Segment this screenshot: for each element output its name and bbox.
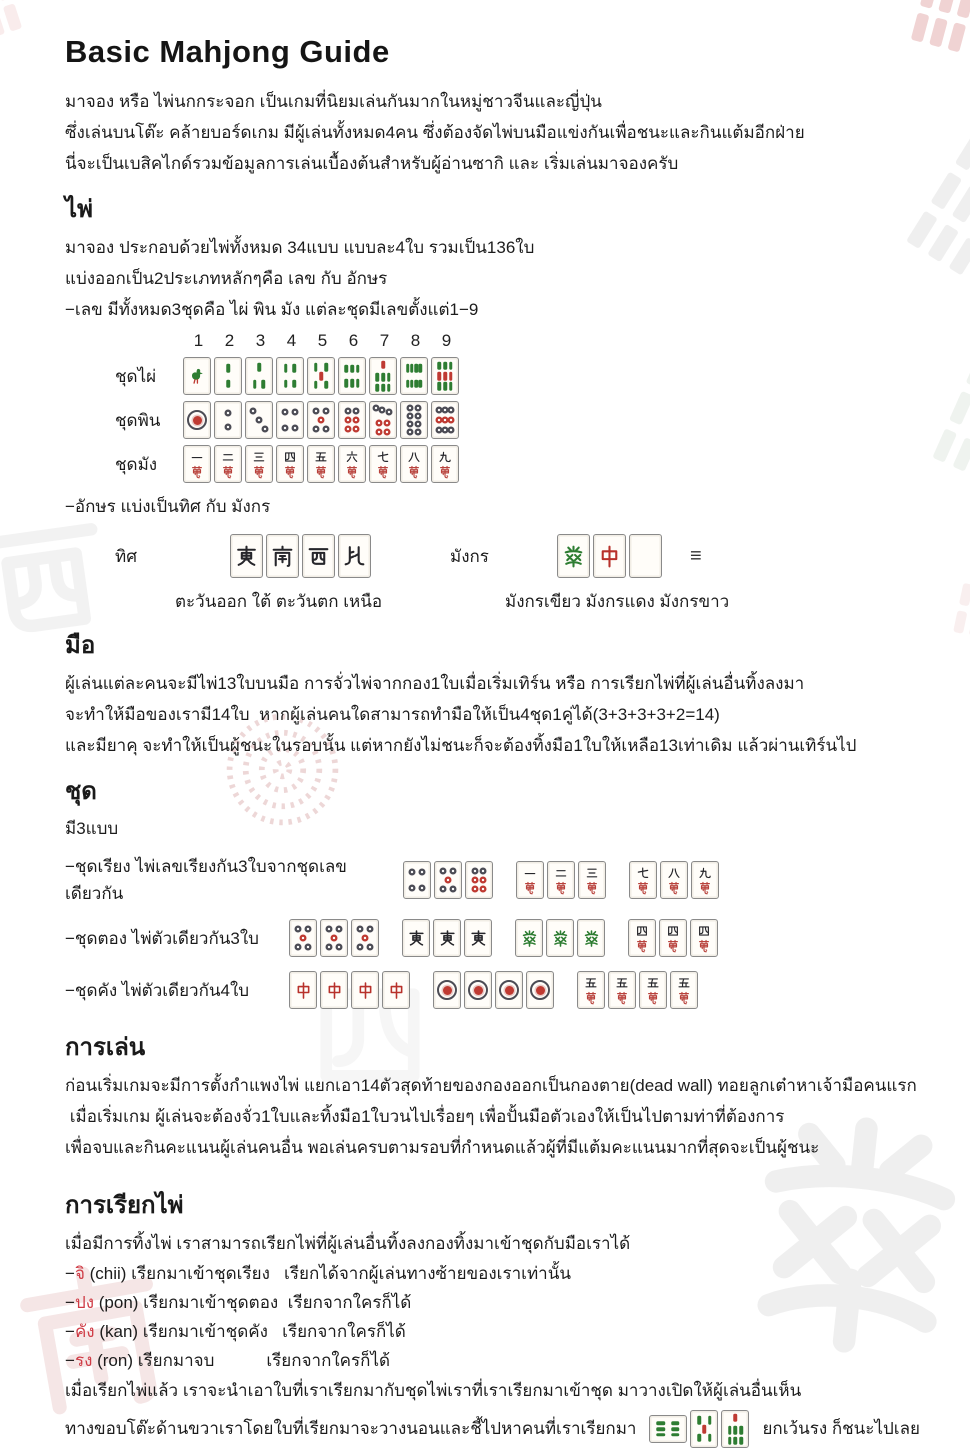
pin-3-tile — [245, 401, 273, 439]
tile-group — [516, 861, 609, 899]
tile-number: 3 — [255, 331, 266, 350]
calls-outro-2 — [65, 1408, 934, 1450]
tile-number: 2 — [224, 331, 235, 350]
sou-1-tile — [183, 357, 211, 395]
outro-text-after: ยกเว้นรง ก็ชนะไปเลย — [762, 1419, 920, 1438]
play-line-3: เพื่อจบและกินคะแนนผู้เล่นคนอื่น พอเล่นครบตามรอบที่กำหนดแล้วผู้ที่มีแต้มคะแนนมากที่สุดจะเป็นผู้ชนะ — [65, 1138, 820, 1157]
set-example-rows — [65, 853, 934, 1011]
rotated-called-tile — [646, 1408, 690, 1450]
tiles-line-2: แบ่งออกเป็น2ประเภทหลักๆคือ เลข กับ อักษร — [65, 269, 388, 288]
letters-line: −อักษร แบ่งเป็นทิศ กับ มังกร — [65, 497, 271, 516]
set-row-label: −ชุดคัง ไพ่ตัวเดียวกัน4ใบ — [65, 980, 250, 1000]
call-dash: − — [65, 1351, 75, 1370]
dragon-W-tile — [629, 534, 662, 578]
man-5-tile — [670, 971, 698, 1009]
tile-group — [515, 919, 608, 957]
man-4-tile — [628, 919, 656, 957]
pin-5-tile — [307, 401, 335, 439]
dragon-R-tile — [320, 971, 348, 1009]
tiles-line-3: −เลข มีทั้งหมด3ชุดคือ ไผ่ พิน มัง แต่ละชุดมีเลขตั้งแต่1−9 — [65, 300, 479, 319]
sou-7-tile — [369, 357, 397, 395]
man-8-tile — [400, 445, 428, 483]
suit-row-label: ชุดมัง — [115, 454, 158, 474]
wind-W-tile — [302, 534, 335, 578]
tile-number-row — [183, 331, 934, 351]
man-7-tile — [629, 861, 657, 899]
tile-number: 9 — [441, 331, 452, 350]
man-8-tile — [660, 861, 688, 899]
man-2-tile — [214, 445, 242, 483]
call-dash: − — [65, 1293, 75, 1312]
man-6-tile — [338, 445, 366, 483]
sou-6-tile — [338, 357, 366, 395]
tile-number: 7 — [379, 331, 390, 350]
pin-6-tile — [465, 861, 493, 899]
intro-line-2: ซึ่งเล่นบนโต๊ะ คล้ายบอร์ดเกม มีผู้เล่นทั้งหมด4คน ซึ่งต้องจัดไพ่บนมือแข่งกันเพื่อชนะและกินแต้มอีกฝ่าย — [65, 123, 805, 142]
set-row — [65, 969, 934, 1011]
pin-tile-strip — [183, 401, 462, 439]
sou-tile-strip — [183, 357, 462, 395]
pin-1-tile — [526, 971, 554, 1009]
man-9-tile — [691, 861, 719, 899]
pin-4-tile — [403, 861, 431, 899]
dragon-R-tile — [351, 971, 379, 1009]
dragon-G-tile — [515, 919, 543, 957]
pin-5-tile — [320, 919, 348, 957]
dragons-label: มังกร — [450, 546, 489, 566]
man-4-tile — [690, 919, 718, 957]
suit-row-pin — [115, 401, 934, 439]
dragon-tile-strip — [557, 534, 665, 578]
call-description: (kan) เรียกมาเข้าชุดคัง เรียกจากใครก็ได้ — [94, 1322, 406, 1341]
hand-line-3: และมียาคุ จะทำให้เป็นผู้ชนะในรอบนั้น แต่หากยังไม่ชนะก็จะต้องทิ้งมือ1ใบให้เหลือ13เท่าเดิม แล้วผ่านเทิร์นไป — [65, 736, 857, 755]
intro-line-1: มาจอง หรือ ไพ่นกกระจอก เป็นเกมที่นิยมเล่นกันมากในหมู่ชาวจีนและญี่ปุ่น — [65, 92, 602, 111]
set-row — [65, 853, 934, 907]
suit-row-sou — [115, 357, 934, 395]
hand-line-2: จะทำให้มือของเรามี14ใบ หากผู้เล่นคนใดสามารถทำมือให้เป็น4ชุด1คู่ได้(3+3+3+3+2=14) — [65, 705, 720, 724]
section-heading-hand: มือ — [65, 632, 96, 659]
man-5-tile — [307, 445, 335, 483]
wind-E-tile — [402, 919, 430, 957]
man-5-tile — [608, 971, 636, 1009]
call-name: จิ — [74, 1264, 85, 1283]
winds-caption: ตะวันออก ใต้ ตะวันตก เหนือ — [175, 592, 383, 611]
call-line — [65, 1346, 934, 1375]
man-1-tile — [516, 861, 544, 899]
suit-tile-rows — [65, 357, 934, 483]
outro-text-before: ทางขอบโต๊ะด้านขวาเราโดยใบที่เรียกมาจะวางนอนและชี้ไปหาคนที่เราเรียกมา — [65, 1419, 637, 1438]
call-dash: − — [65, 1264, 75, 1283]
man-7-tile — [369, 445, 397, 483]
equivalence-mark: ≡ — [690, 544, 702, 567]
wind-S-tile — [266, 534, 299, 578]
man-5-tile — [639, 971, 667, 1009]
dragon-G-tile — [546, 919, 574, 957]
call-dash: − — [65, 1322, 75, 1341]
sou-9-tile — [431, 357, 459, 395]
page-title: Basic Mahjong Guide — [65, 34, 390, 69]
call-name: รง — [74, 1351, 93, 1370]
calls-intro: เมื่อมีการทิ้งไพ่ เราสามารถเรียกไพ่ที่ผู้เล่นอื่นทิ้งลงกองทิ้งมาเข้าชุดกับมือเราได้ — [65, 1234, 631, 1253]
man-3-tile — [245, 445, 273, 483]
call-line — [65, 1317, 934, 1346]
sou-4-tile — [276, 357, 304, 395]
sou-6-tile — [649, 1415, 687, 1443]
tiles-line-1: มาจอง ประกอบด้วยไพ่ทั้งหมด 34แบบ แบบละ4ใบ รวมเป็น136ใบ — [65, 238, 535, 257]
pin-8-tile — [400, 401, 428, 439]
tile-group — [402, 919, 495, 957]
man-1-tile — [183, 445, 211, 483]
call-description: (chii) เรียกมาเข้าชุดเรียง เรียกได้จากผู้เล่นทางซ้ายของเราเท่านั้น — [84, 1264, 571, 1283]
pin-1-tile — [183, 401, 211, 439]
sou-5-tile — [307, 357, 335, 395]
dragon-G-tile — [557, 534, 590, 578]
section-heading-sets: ชุด — [65, 778, 97, 805]
pin-5-tile — [434, 861, 462, 899]
man-5-tile — [577, 971, 605, 1009]
dragons-caption: มังกรเขียว มังกรแดง มังกรขาว — [505, 592, 730, 611]
tile-number: 6 — [348, 331, 359, 350]
honor-tiles-row — [65, 532, 934, 580]
tile-group — [629, 861, 722, 899]
hand-line-1: ผู้เล่นแต่ละคนจะมีไพ่13ใบบนมือ การจั่วไพ่จากกอง1ใบเมื่อเริ่มเทิร์น หรือ การเรียกไพ่ที่ผู้เล่นอื่นทิ้งลงมา — [65, 674, 805, 693]
wind-E-tile — [230, 534, 263, 578]
wind-tile-strip — [230, 534, 374, 578]
dragon-R-tile — [382, 971, 410, 1009]
tile-number: 1 — [193, 331, 204, 350]
wind-E-tile — [464, 919, 492, 957]
pin-1-tile — [495, 971, 523, 1009]
call-line — [65, 1288, 934, 1317]
pin-6-tile — [338, 401, 366, 439]
tile-number: 8 — [410, 331, 421, 350]
intro-line-3: นี่จะเป็นเบสิคไกด์รวมข้อมูลการเล่นเบื้องต้นสำหรับผู้อ่านซากิ และ เริ่มเล่นมาจองครับ — [65, 154, 679, 173]
tile-group — [289, 971, 413, 1009]
winds-label: ทิศ — [115, 546, 137, 566]
set-row-label: −ชุดตอง ไพ่ตัวเดียวกัน3ใบ — [65, 928, 259, 948]
sou-2-tile — [214, 357, 242, 395]
pin-9-tile — [431, 401, 459, 439]
call-name: คัง — [74, 1322, 95, 1341]
wind-N-tile — [338, 534, 371, 578]
tile-number: 4 — [286, 331, 297, 350]
sou-3-tile — [245, 357, 273, 395]
dragon-G-tile — [577, 919, 605, 957]
pin-2-tile — [214, 401, 242, 439]
pin-7-tile — [369, 401, 397, 439]
sets-intro: มี3แบบ — [65, 819, 119, 838]
dragon-R-tile — [593, 534, 626, 578]
suit-row-label: ชุดพิน — [115, 410, 161, 430]
dragon-R-tile — [289, 971, 317, 1009]
tile-group — [628, 919, 721, 957]
man-3-tile — [578, 861, 606, 899]
call-name: ปง — [74, 1293, 95, 1312]
set-row-label: −ชุดเรียง ไพ่เลขเรียงกัน3ใบจากชุดเลขเดียวกัน — [65, 857, 347, 903]
man-tile-strip — [183, 445, 462, 483]
sou-8-tile — [400, 357, 428, 395]
section-heading-play: การเล่น — [65, 1034, 146, 1061]
play-line-1: ก่อนเริ่มเกมจะมีการตั้งกำแพงไพ่ แยกเอา14ตัวสุดท้ายของกองออกเป็นกองตาย(dead wall) ทอยลูกเต๋าหาเจ้ามือคนแรก — [65, 1076, 917, 1095]
call-type-list — [65, 1259, 934, 1375]
suit-row-man — [115, 445, 934, 483]
pin-5-tile — [289, 919, 317, 957]
man-4-tile — [659, 919, 687, 957]
section-heading-tiles: ไพ่ — [65, 196, 93, 223]
set-row — [65, 917, 934, 959]
play-line-2: เมื่อเริ่มเกม ผู้เล่นจะต้องจั่ว1ใบและทิ้งมือ1ใบวนไปเรื่อยๆ เพื่อปั้นมือตัวเองให้เป็นไปตามท่าที่ต้องการ — [65, 1107, 785, 1126]
call-line — [65, 1259, 934, 1288]
section-heading-calls: การเรียกไพ่ — [65, 1192, 184, 1219]
man-9-tile — [431, 445, 459, 483]
tile-group — [433, 971, 557, 1009]
call-description: (ron) เรียกมาจบ เรียกจากใครก็ได้ — [92, 1351, 391, 1370]
tile-group — [403, 861, 496, 899]
pin-1-tile — [433, 971, 461, 1009]
called-meld-tiles — [636, 1408, 752, 1450]
pin-5-tile — [351, 919, 379, 957]
man-4-tile — [276, 445, 304, 483]
sou-5-tile — [690, 1410, 718, 1448]
tile-group — [577, 971, 701, 1009]
sou-7-tile — [721, 1410, 749, 1448]
calls-outro-1: เมื่อเรียกไพ่แล้ว เราจะนำเอาใบที่เราเรียกมากับชุดไพ่เราที่เราเรียกมาเข้าชุด มาวางเปิดให้ผู้เล่นอื่นเห็น — [65, 1381, 802, 1400]
suit-row-label: ชุดไผ่ — [115, 366, 157, 386]
tile-group — [289, 919, 382, 957]
man-2-tile — [547, 861, 575, 899]
honor-captions — [65, 588, 934, 615]
pin-4-tile — [276, 401, 304, 439]
call-description: (pon) เรียกมาเข้าชุดตอง เรียกจากใครก็ได้ — [94, 1293, 412, 1312]
tile-number: 5 — [317, 331, 328, 350]
wind-E-tile — [433, 919, 461, 957]
pin-1-tile — [464, 971, 492, 1009]
